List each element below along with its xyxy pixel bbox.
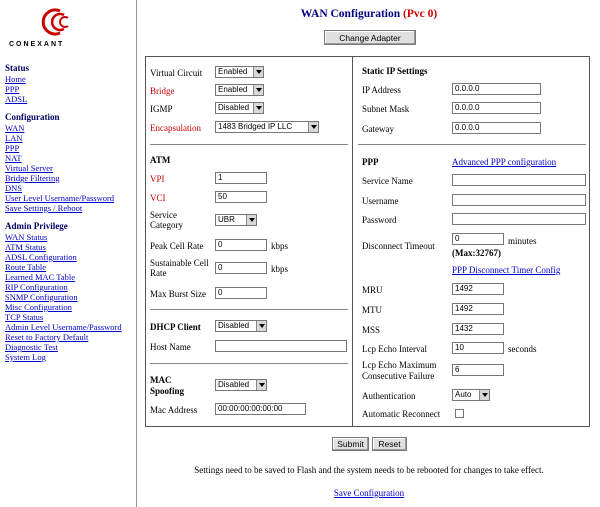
- dhcp-client-heading: DHCP Client: [150, 322, 201, 332]
- main-content: [138, 0, 600, 507]
- service-category-label-line1: Service: [150, 210, 177, 220]
- nav-link-tcp-status[interactable]: TCP Status: [5, 312, 44, 322]
- peak-cell-rate-unit: kbps: [271, 241, 289, 251]
- max-burst-size-label: Max Burst Size: [150, 289, 206, 299]
- virtual-circuit-label: Virtual Circuit: [150, 68, 203, 78]
- lcp-echo-max-label-line2: Consecutive Failure: [362, 371, 435, 381]
- dropdown-arrow-icon: [308, 122, 318, 132]
- password-label: Password: [362, 215, 397, 225]
- mac-address-input[interactable]: 00:00:00:00:00:00: [215, 403, 306, 415]
- lcp-echo-interval-unit: seconds: [508, 344, 537, 354]
- auto-reconnect-label: Automatic Reconnect: [362, 409, 441, 419]
- vpi-input[interactable]: 1: [215, 172, 267, 184]
- nav-link-wan-status[interactable]: WAN Status: [5, 232, 48, 242]
- nav-link-bridge-filtering[interactable]: Bridge Filtering: [5, 173, 60, 183]
- lcp-echo-interval-label: Lcp Echo Interval: [362, 344, 427, 354]
- nav-link-atm-status[interactable]: ATM Status: [5, 242, 46, 252]
- subnet-mask-label: Subnet Mask: [362, 104, 410, 114]
- service-category-value: UBR: [218, 215, 235, 224]
- nav-heading-admin: Admin Privilege: [5, 221, 68, 231]
- disconnect-timeout-label: Disconnect Timeout: [362, 241, 435, 251]
- service-name-label: Service Name: [362, 176, 413, 186]
- virtual-circuit-value: Enabled: [218, 67, 248, 76]
- dropdown-arrow-icon: [256, 380, 266, 390]
- nav-link-ppp[interactable]: PPP: [5, 143, 20, 153]
- nav-link-nat[interactable]: NAT: [5, 153, 22, 163]
- section-divider: [150, 309, 348, 310]
- max-burst-size-input[interactable]: 0: [215, 287, 267, 299]
- nav-link-factory-reset[interactable]: Reset to Factory Default: [5, 332, 89, 342]
- dhcp-client-select[interactable]: [215, 320, 267, 332]
- page-title-text: WAN Configuration: [300, 8, 401, 20]
- nav-link-dns[interactable]: DNS: [5, 183, 23, 193]
- disconnect-timeout-max: (Max:32767): [452, 248, 501, 258]
- service-name-input[interactable]: [452, 174, 586, 186]
- reset-button[interactable]: Reset: [372, 437, 407, 451]
- igmp-select[interactable]: [215, 102, 264, 114]
- ppp-disconnect-timer-link[interactable]: PPP Disconnect Timer Config: [452, 265, 561, 275]
- mss-input[interactable]: 1432: [452, 323, 504, 335]
- lcp-echo-max-input[interactable]: 6: [452, 364, 504, 376]
- vci-input[interactable]: 50: [215, 191, 267, 203]
- gateway-input[interactable]: 0.0.0.0: [452, 122, 541, 134]
- vci-label: VCI: [150, 193, 166, 203]
- sustainable-cell-rate-input[interactable]: 0: [215, 262, 267, 274]
- ip-address-label: IP Address: [362, 85, 401, 95]
- disconnect-timeout-unit: minutes: [508, 236, 537, 246]
- mac-address-label: Mac Address: [150, 405, 198, 415]
- column-divider: [352, 56, 353, 427]
- nav-link-adsl-status[interactable]: ADSL: [5, 94, 28, 104]
- authentication-label: Authentication: [362, 391, 416, 401]
- mac-spoofing-select[interactable]: [215, 379, 267, 391]
- lcp-echo-interval-input[interactable]: 10: [452, 342, 504, 354]
- section-divider: [150, 144, 348, 145]
- ip-address-input[interactable]: 0.0.0.0: [452, 83, 541, 95]
- nav-heading-status: Status: [5, 63, 30, 73]
- sidebar: [0, 0, 137, 507]
- peak-cell-rate-input[interactable]: 0: [215, 239, 267, 251]
- brand-name: CONEXANT: [9, 41, 65, 48]
- bridge-value: Enabled: [218, 85, 248, 94]
- authentication-select[interactable]: [452, 389, 490, 401]
- section-divider: [150, 363, 348, 364]
- encapsulation-label: Encapsulation: [150, 123, 201, 133]
- dhcp-client-value: Disabled: [218, 321, 250, 330]
- nav-link-misc-configuration[interactable]: Misc Configuration: [5, 302, 72, 312]
- sustainable-cell-rate-unit: kbps: [271, 264, 289, 274]
- host-name-label: Host Name: [150, 342, 191, 352]
- save-configuration: [138, 488, 600, 498]
- nav-link-snmp-configuration[interactable]: SNMP Configuration: [5, 292, 78, 302]
- mru-label: MRU: [362, 285, 383, 295]
- mac-spoofing-heading-line2: Spoofing: [150, 386, 185, 396]
- nav-link-rip-configuration[interactable]: RIP Configuration: [5, 282, 68, 292]
- nav-link-wan[interactable]: WAN: [5, 123, 25, 133]
- mtu-label: MTU: [362, 305, 382, 315]
- page-title: [138, 8, 600, 20]
- virtual-circuit-select[interactable]: [215, 66, 264, 78]
- dropdown-arrow-icon: [479, 390, 489, 400]
- encapsulation-select[interactable]: [215, 121, 319, 133]
- nav-heading-configuration: Configuration: [5, 112, 60, 122]
- dropdown-arrow-icon: [246, 215, 256, 225]
- nav-link-system-log[interactable]: System Log: [5, 352, 46, 362]
- nav-link-route-table[interactable]: Route Table: [5, 262, 47, 272]
- username-input[interactable]: [452, 194, 586, 206]
- service-category-label-line2: Category: [150, 220, 183, 230]
- nav-link-virtual-server[interactable]: Virtual Server: [5, 163, 53, 173]
- authentication-value: Auto: [455, 390, 472, 399]
- service-category-select[interactable]: [215, 214, 257, 226]
- auto-reconnect-checkbox[interactable]: [455, 409, 464, 418]
- encapsulation-value: 1483 Bridged IP LLC: [218, 122, 293, 131]
- nav-link-save-reboot[interactable]: Save Settings / Reboot: [5, 203, 83, 213]
- mru-input[interactable]: 1492: [452, 283, 504, 295]
- sustainable-cell-rate-label-line1: Sustainable Cell: [150, 258, 209, 268]
- mss-label: MSS: [362, 325, 381, 335]
- dropdown-arrow-icon: [253, 85, 263, 95]
- change-adapter-button[interactable]: Change Adapter: [324, 30, 416, 45]
- dropdown-arrow-icon: [253, 67, 263, 77]
- vpi-label: VPI: [150, 174, 165, 184]
- ppp-heading: PPP: [362, 157, 379, 167]
- nav-link-diagnostic-test[interactable]: Diagnostic Test: [5, 342, 58, 352]
- host-name-input[interactable]: [215, 340, 347, 352]
- nav-link-admin-password[interactable]: Admin Level Username/Password: [5, 322, 122, 332]
- peak-cell-rate-label: Peak Cell Rate: [150, 241, 204, 251]
- nav-link-home[interactable]: Home: [5, 74, 26, 84]
- footer-note: Settings need to be saved to Flash and the system needs to be rebooted for changes to take effect.: [194, 465, 544, 475]
- atm-heading: ATM: [150, 155, 171, 165]
- igmp-value: Disabled: [218, 103, 250, 112]
- bridge-select[interactable]: [215, 84, 264, 96]
- nav-link-user-password[interactable]: User Level Username/Password: [5, 193, 115, 203]
- dropdown-arrow-icon: [256, 321, 266, 331]
- conexant-logo: [30, 7, 80, 37]
- mac-spoofing-value: Disabled: [218, 380, 250, 389]
- advanced-ppp-link[interactable]: Advanced PPP configuration: [452, 157, 557, 167]
- gateway-label: Gateway: [362, 124, 394, 134]
- nav-link-ppp-status[interactable]: PPP: [5, 84, 20, 94]
- mac-spoofing-heading-line1: MAC: [150, 375, 172, 385]
- subnet-mask-input[interactable]: 0.0.0.0: [452, 102, 541, 114]
- mtu-input[interactable]: 1492: [452, 303, 504, 315]
- section-divider: [358, 144, 586, 145]
- save-configuration-link[interactable]: Save Configuration: [333, 488, 405, 498]
- disconnect-timeout-input[interactable]: 0: [452, 233, 504, 245]
- nav-link-adsl-configuration[interactable]: ADSL Configuration: [5, 252, 77, 262]
- nav-link-mac-table[interactable]: Learned MAC Table: [5, 272, 76, 282]
- password-input[interactable]: [452, 213, 586, 225]
- nav-link-lan[interactable]: LAN: [5, 133, 23, 143]
- igmp-label: IGMP: [150, 104, 173, 114]
- static-ip-heading: Static IP Settings: [362, 66, 428, 76]
- username-label: Username: [362, 196, 399, 206]
- dropdown-arrow-icon: [253, 103, 263, 113]
- pvc-label: (Pvc 0): [403, 8, 438, 20]
- sustainable-cell-rate-label-line2: Rate: [150, 268, 167, 278]
- lcp-echo-max-label-line1: Lcp Echo Maximum: [362, 360, 437, 370]
- submit-button[interactable]: Submit: [332, 437, 369, 451]
- bridge-label: Bridge: [150, 86, 175, 96]
